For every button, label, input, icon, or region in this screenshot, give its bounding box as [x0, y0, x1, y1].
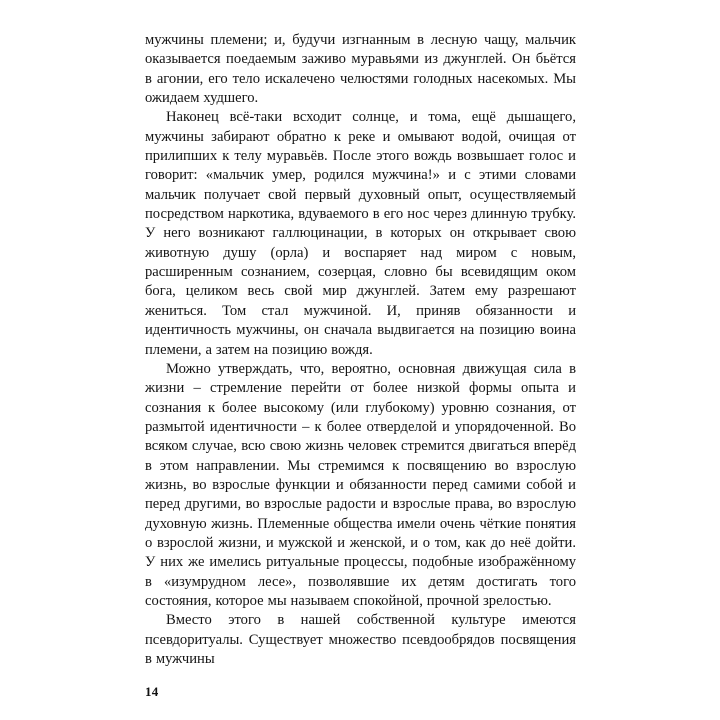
page-number: 14	[145, 684, 159, 699]
paragraph-1: мужчины племени; и, будучи изгнанным в лесную чащу, мальчик оказывается поедаемым заживо муравьями из джунглей. Он бьётся в агонии, его тело искалечено челюстями голодных насекомых. Мы ожидаем худшего.	[145, 32, 576, 107]
paragraph-3: Можно утверждать, что, вероятно, основная движущая сила в жизни – стремление перейти от более низкой формы опыта и сознания к более высокому (или глубокому) уровню сознания, от размытой идентичности – к более отверделой и упорядоченной. Во всяком случае, всю свою жизнь человек стремится двигаться вперёд в этом направлении. Мы стремимся к посвящению во взрослую жизнь, во взрослые функции и обязанности перед самими собой и перед другими, во взрослые радости и взрослые права, во взрослую духовную жизнь. Племенные общества имели очень чёткие понятия о взрослой жизни, и мужской и женской, и о том, как до неё дойти. У них же имелись ритуальные процессы, подобные изображённому в «изумрудном лесе», позволявшие их детям достигать того состояния, которое мы называем спокойной, прочной зрелостью.	[145, 360, 576, 609]
body-text-column	[145, 31, 576, 669]
paragraph-4: Вместо этого в нашей собственной культуре имеются псевдоритуалы. Существует множество псевдообрядов посвящения в мужчины	[145, 612, 576, 667]
paragraph-2: Наконец всё-таки всходит солнце, и тома, ещё дышащего, мужчины забирают обратно к реке и омывают водой, очищая от прилипших к телу муравьёв. После этого вождь возвышает голос и говорит: «мальчик умер, родился мужчина!» и с этими словами мальчик получает свой первый духовный опыт, осуществляемый посредством наркотика, вдуваемого в его нос через длинную трубку. У него возникают галлюцинации, в которых он открывает свою животную душу (орла) и воспаряет над миром с новым, расширенным сознанием, созерцая, словно бы всевидящим оком бога, целиком весь свой мир джунглей. Затем ему разрешают жениться. Том стал мужчиной. И, приняв обязанности и идентичность мужчины, он сначала выдвигается на позицию воина племени, а затем на позицию вождя.	[145, 109, 576, 358]
